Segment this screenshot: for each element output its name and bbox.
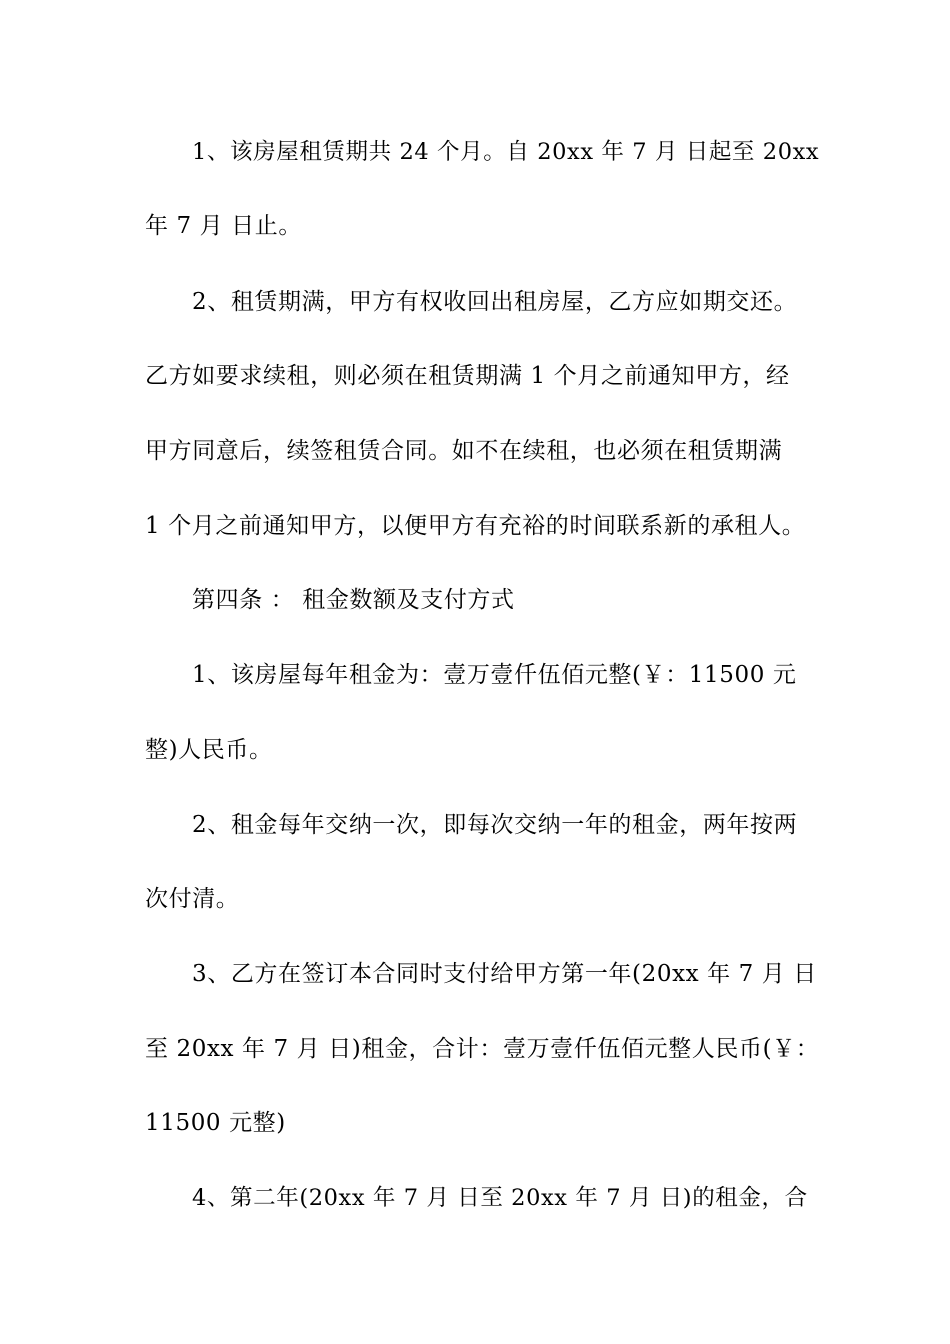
paragraph-line: 甲方同意后，续签租赁合同。如不在续租，也必须在租赁期满 [145, 438, 783, 464]
paragraph-line: 年 7 月 日止。 [145, 213, 302, 239]
paragraph-line: 2、租赁期满，甲方有权收回出租房屋，乙方应如期交还。 [192, 289, 798, 315]
paragraph-line: 2、租金每年交纳一次，即每次交纳一年的租金，两年按两 [192, 812, 798, 838]
paragraph-line: 乙方如要求续租，则必须在租赁期满 1 个月之前通知甲方，经 [145, 363, 790, 389]
paragraph-line: 1、该房屋租赁期共 24 个月。自 20xx 年 7 月 日起至 20xx [192, 139, 820, 165]
paragraph-line: 4、第二年(20xx 年 7 月 日至 20xx 年 7 月 日)的租金，合 [192, 1185, 808, 1211]
paragraph-line: 次付清。 [145, 886, 240, 912]
paragraph-line: 至 20xx 年 7 月 日)租金，合计：壹万壹仟伍佰元整人民币(￥： [145, 1036, 820, 1062]
paragraph-line: 1 个月之前通知甲方，以便甲方有充裕的时间联系新的承租人。 [145, 513, 806, 539]
section-heading: 第四条 ： 租金数额及支付方式 [192, 587, 515, 613]
paragraph-line: 3、乙方在签订本合同时支付给甲方第一年(20xx 年 7 月 日 [192, 961, 817, 987]
paragraph-line: 11500 元整) [145, 1110, 286, 1136]
paragraph-line: 整)人民币。 [145, 737, 273, 763]
paragraph-line: 1、该房屋每年租金为：壹万壹仟伍佰元整(￥：11500 元 [192, 662, 797, 688]
